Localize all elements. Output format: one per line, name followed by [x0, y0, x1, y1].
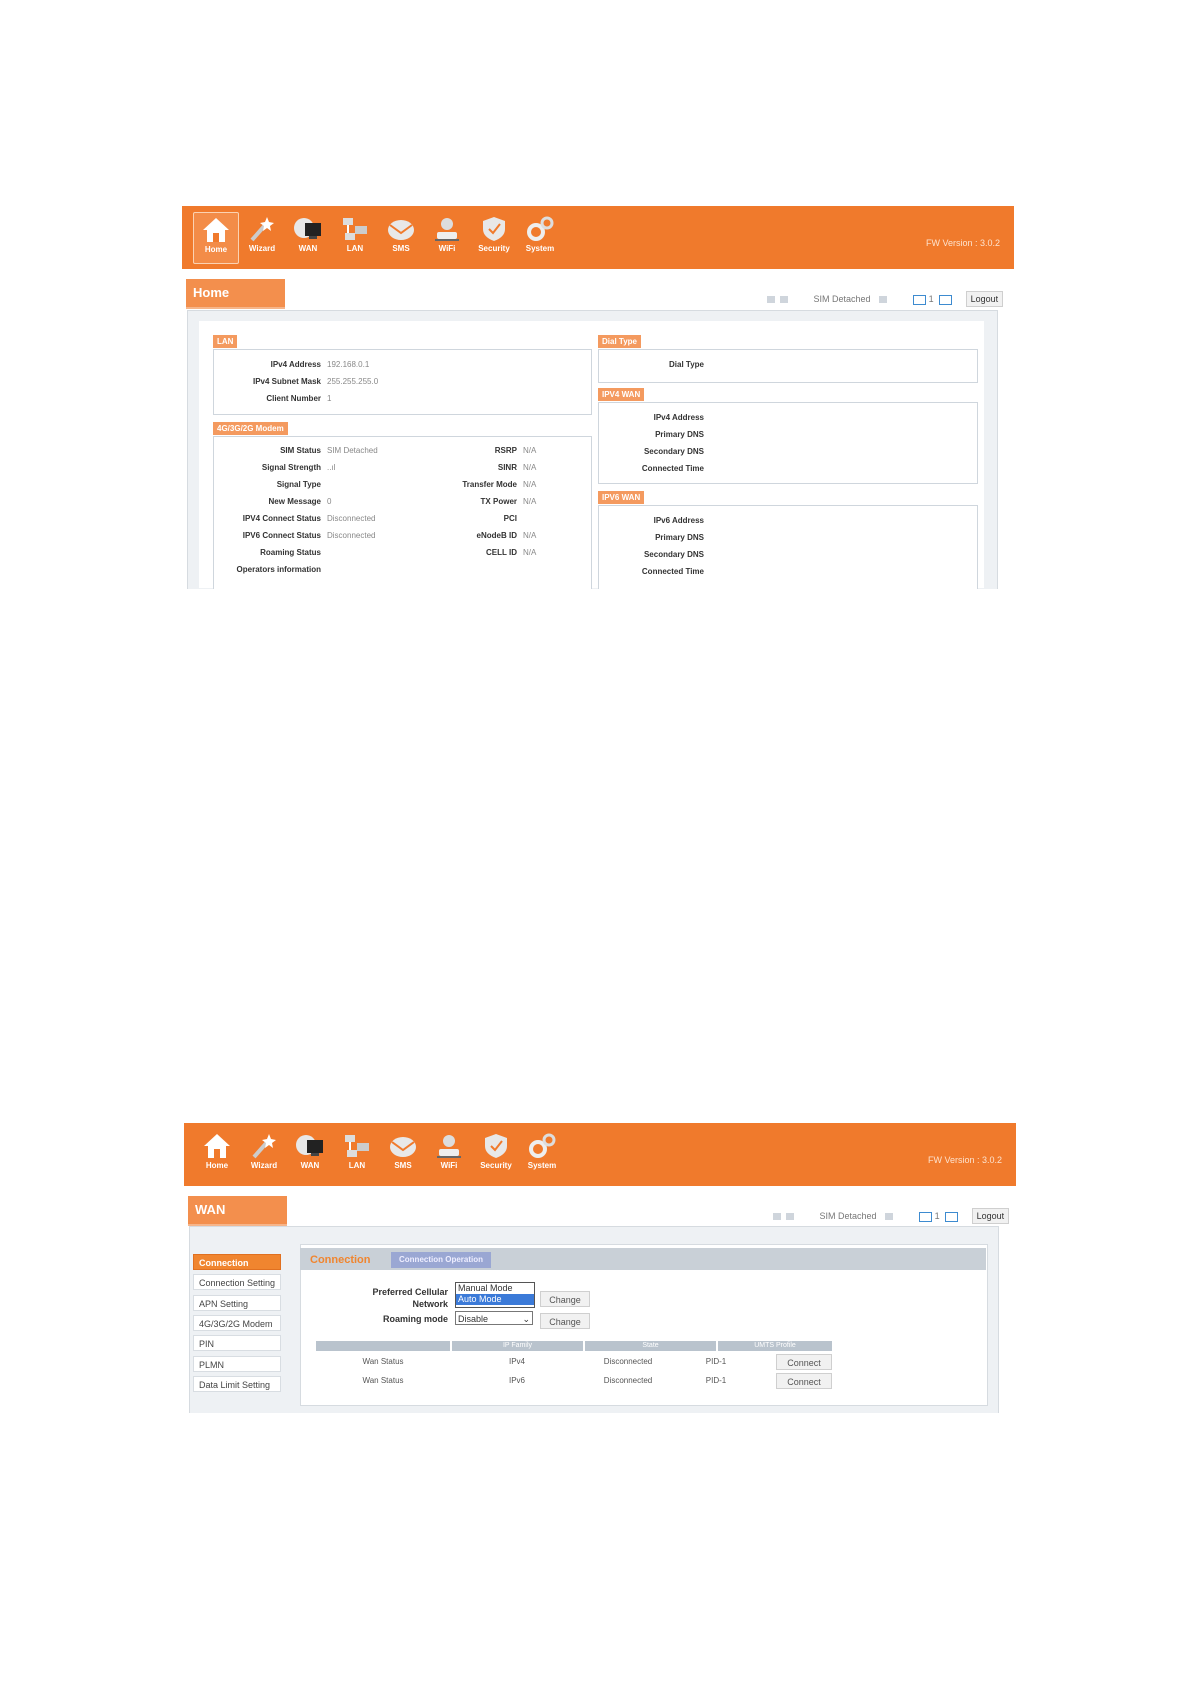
tab-connection-operation[interactable]: Connection Operation: [391, 1252, 491, 1268]
nav-wizard[interactable]: [242, 1129, 286, 1179]
network-indicator-icon: [786, 1213, 794, 1220]
modem-left-label: Roaming Status: [260, 548, 321, 557]
sidebar-item-pin[interactable]: PIN: [193, 1335, 281, 1351]
nav-system[interactable]: [518, 212, 562, 262]
ipv4-wan-section-title: IPV4 WAN: [598, 388, 644, 401]
nav-label: Wizard: [250, 1161, 278, 1170]
nav-sms[interactable]: [379, 212, 423, 262]
nav-label: LAN: [346, 244, 364, 253]
ipv4-wan-label: Secondary DNS: [643, 447, 704, 456]
page-title: Home: [186, 279, 285, 307]
logout-button[interactable]: Logout: [972, 1208, 1010, 1224]
nav-label: SMS: [392, 244, 410, 253]
ipv6-wan-label: Primary DNS: [655, 533, 704, 542]
table-cell-name: Wan Status: [362, 1376, 404, 1385]
security-icon: [481, 1132, 511, 1160]
table-cell-name: Wan Status: [362, 1357, 404, 1366]
sim-status-text: SIM Detached: [819, 1211, 877, 1221]
top-navigation-bar: [182, 206, 1014, 269]
network-indicator-icon: [780, 296, 788, 303]
modem-right-value: N/A: [523, 480, 537, 489]
modem-right-value: N/A: [523, 548, 537, 557]
home-icon: [202, 1132, 232, 1160]
table-header-cell: [316, 1341, 450, 1351]
table-cell-state: Disconnected: [603, 1376, 653, 1385]
nav-label: Home: [204, 245, 228, 254]
monitor-icon: [945, 1212, 958, 1222]
nav-label: System: [527, 1161, 557, 1170]
nav-lan[interactable]: [333, 212, 377, 262]
nav-wifi[interactable]: [425, 212, 469, 262]
sidebar-item-apn-setting[interactable]: APN Setting: [193, 1295, 281, 1311]
lan-section-title: LAN: [213, 335, 237, 348]
client-count: 1: [934, 1211, 940, 1221]
status-bar: [773, 1211, 1009, 1222]
logout-button[interactable]: Logout: [966, 291, 1004, 307]
modem-right-value: N/A: [523, 531, 537, 540]
sidebar-item-connection[interactable]: Connection: [193, 1254, 281, 1270]
ipv6-wan-section-title: IPV6 WAN: [598, 491, 644, 504]
option-auto-mode[interactable]: Auto Mode: [456, 1294, 534, 1305]
nav-label: WiFi: [438, 244, 456, 253]
table-cell-profile: PID-1: [705, 1376, 727, 1385]
nav-wizard[interactable]: [240, 212, 284, 262]
ipv6-wan-label: IPv6 Address: [653, 516, 704, 525]
nav-label: WAN: [298, 244, 318, 253]
wan-icon: [293, 215, 323, 243]
roaming-mode-select[interactable]: Disable ⌄: [455, 1311, 533, 1325]
nav-label: WAN: [300, 1161, 320, 1170]
modem-right-value: N/A: [523, 463, 537, 472]
nav-sms[interactable]: [381, 1129, 425, 1179]
modem-left-value: Disconnected: [327, 514, 376, 523]
ipv4-wan-label: Connected Time: [641, 464, 704, 473]
preferred-network-listbox[interactable]: [455, 1282, 535, 1308]
device-icon: [913, 295, 926, 305]
signal-indicator-icon: [773, 1213, 781, 1220]
sidebar-item-4g-3g-2g-modem[interactable]: 4G/3G/2G Modem: [193, 1315, 281, 1331]
nav-home[interactable]: [193, 212, 239, 264]
sms-icon: [386, 215, 416, 243]
modem-left-label: IPV4 Connect Status: [242, 514, 321, 523]
ipv4-wan-label: Primary DNS: [655, 430, 704, 439]
sidebar-item-data-limit-setting[interactable]: Data Limit Setting: [193, 1376, 281, 1392]
device-icon: [919, 1212, 932, 1222]
ipv4-wan-label: IPv4 Address: [653, 413, 704, 422]
wifi-icon: [432, 215, 462, 243]
lan-icon: [342, 1132, 372, 1160]
lan-value: 1: [327, 394, 332, 403]
modem-left-label: Signal Type: [276, 480, 321, 489]
table-cell-profile: PID-1: [705, 1357, 727, 1366]
modem-left-label: Signal Strength: [261, 463, 321, 472]
nav-wan[interactable]: [288, 1129, 332, 1179]
sms-icon: [388, 1132, 418, 1160]
wizard-icon: [249, 1132, 279, 1160]
lan-icon: [340, 215, 370, 243]
lan-value: 255.255.255.0: [327, 377, 379, 386]
fw-version: FW Version : 3.0.2: [927, 1155, 1002, 1165]
table-cell-family: IPv6: [508, 1376, 526, 1385]
modem-right-value: N/A: [523, 446, 537, 455]
sim-status-text: SIM Detached: [813, 294, 871, 304]
modem-left-label: SIM Status: [280, 446, 321, 455]
system-icon: [525, 215, 555, 243]
connect-button[interactable]: Connect: [776, 1354, 832, 1370]
modem-right-label: eNodeB ID: [476, 531, 517, 540]
sidebar-item-connection-setting[interactable]: Connection Setting: [193, 1274, 281, 1290]
table-header-cell: State: [585, 1341, 716, 1351]
table-header-cell: IP Family: [452, 1341, 583, 1351]
wifi-icon: [434, 1132, 464, 1160]
nav-label: Security: [478, 244, 510, 253]
modem-section-title: 4G/3G/2G Modem: [213, 422, 288, 435]
nav-wan[interactable]: [286, 212, 330, 262]
wizard-icon: [247, 215, 277, 243]
ipv6-wan-label: Secondary DNS: [643, 550, 704, 559]
modem-left-label: IPV6 Connect Status: [242, 531, 321, 540]
modem-left-value: ..ıl: [327, 463, 336, 472]
table-cell-family: IPv4: [508, 1357, 526, 1366]
modem-right-label: RSRP: [494, 446, 517, 455]
signal-indicator-icon: [767, 296, 775, 303]
sidebar-item-plmn[interactable]: PLMN: [193, 1356, 281, 1372]
nav-security[interactable]: [474, 1129, 518, 1179]
modem-right-label: Transfer Mode: [462, 480, 517, 489]
modem-right-label: PCI: [503, 514, 517, 523]
nav-label: LAN: [348, 1161, 366, 1170]
nav-label: System: [525, 244, 555, 253]
sim-icon: [879, 296, 887, 303]
lan-value: 192.168.0.1: [327, 360, 370, 369]
dial-section-title: Dial Type: [598, 335, 641, 348]
modem-right-value: N/A: [523, 497, 537, 506]
ipv6-wan-label: Connected Time: [641, 567, 704, 576]
sim-icon: [885, 1213, 893, 1220]
nav-wifi[interactable]: [427, 1129, 471, 1179]
modem-right-label: CELL ID: [486, 548, 517, 557]
preferred-network-label: Preferred Cellular Network: [372, 1287, 448, 1309]
modem-left-value: Disconnected: [327, 531, 376, 540]
system-icon: [527, 1132, 557, 1160]
status-bar: [767, 294, 1003, 305]
nav-label: WiFi: [440, 1161, 458, 1170]
page-title: WAN: [188, 1196, 287, 1224]
nav-label: SMS: [394, 1161, 412, 1170]
nav-home[interactable]: [195, 1129, 239, 1179]
tab-connection[interactable]: Connection: [310, 1254, 371, 1266]
lan-label: Client Number: [266, 394, 321, 403]
nav-lan[interactable]: [335, 1129, 379, 1179]
change-roaming-button[interactable]: Change: [540, 1313, 590, 1329]
monitor-icon: [939, 295, 952, 305]
table-cell-state: Disconnected: [603, 1357, 653, 1366]
top-navigation-bar: [184, 1123, 1016, 1186]
modem-left-label: Operators information: [236, 565, 321, 574]
table-header-cell: UMTS Profile: [718, 1341, 832, 1351]
wan-icon: [295, 1132, 325, 1160]
lan-label: IPv4 Subnet Mask: [252, 377, 321, 386]
fw-version: FW Version : 3.0.2: [925, 238, 1000, 248]
change-preferred-button[interactable]: Change: [540, 1291, 590, 1307]
modem-left-label: New Message: [268, 497, 321, 506]
nav-label: Security: [480, 1161, 512, 1170]
dial-label: Dial Type: [669, 360, 704, 369]
nav-label: Wizard: [248, 244, 276, 253]
modem-right-label: SINR: [497, 463, 517, 472]
client-count: 1: [928, 294, 934, 304]
chevron-down-icon: ⌄: [522, 1314, 530, 1324]
lan-label: IPv4 Address: [270, 360, 321, 369]
roaming-mode-label: Roaming mode: [382, 1314, 448, 1324]
modem-left-value: SIM Detached: [327, 446, 378, 455]
connect-button[interactable]: Connect: [776, 1373, 832, 1389]
nav-security[interactable]: [472, 212, 516, 262]
nav-label: Home: [205, 1161, 229, 1170]
home-icon: [201, 216, 231, 244]
modem-right-label: TX Power: [480, 497, 517, 506]
nav-system[interactable]: [520, 1129, 564, 1179]
option-manual-mode[interactable]: Manual Mode: [458, 1283, 513, 1293]
security-icon: [479, 215, 509, 243]
modem-left-value: 0: [327, 497, 332, 506]
